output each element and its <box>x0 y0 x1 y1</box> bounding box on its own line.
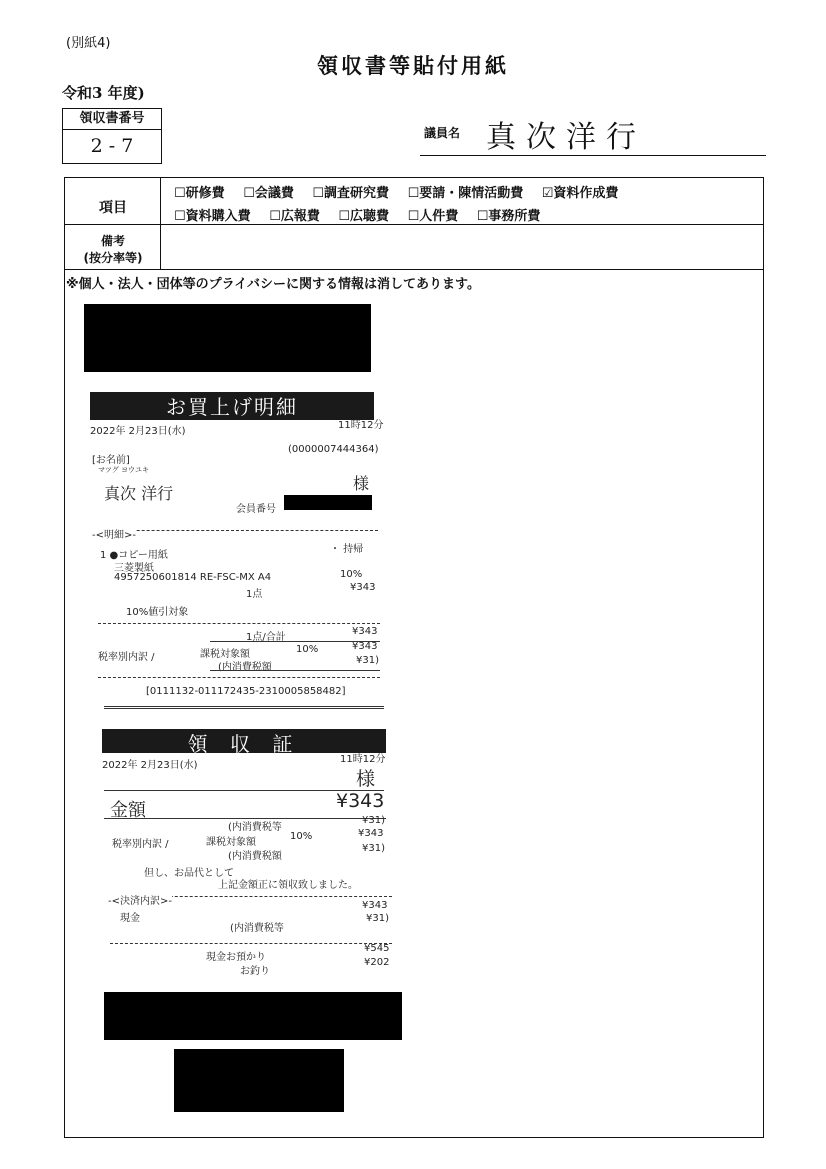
receipt-maker: 三菱製紙 <box>114 563 154 574</box>
receipt-tax-underline <box>210 670 380 671</box>
ryoshu-taxable-label: 課税対象額 <box>206 837 256 848</box>
ryoshu-tax-incl-amount: ¥31) <box>362 815 385 826</box>
receipt-product-code: 4957250601814 RE-FSC-MX A4 <box>114 572 272 583</box>
receipt-kana: マツグ ヨウユキ <box>98 466 149 474</box>
fiscal-year: 令和3 年度) <box>62 84 145 102</box>
redaction-member-number <box>284 495 372 510</box>
category-kaigi: ☐会議費 <box>243 186 294 201</box>
receipt-header-band: お買上げ明細 <box>90 392 374 420</box>
ryoshu-deposit-label: 現金お預かり <box>206 952 266 963</box>
receipt-number-box <box>62 108 162 164</box>
receipt-customer-name: 真次 洋行 <box>104 484 174 503</box>
ryoshu-cash-amount: ¥343 <box>362 900 388 911</box>
ryoshu-settlement-label: -<決済内訳>- <box>108 892 172 907</box>
ryoshu-tax-incl2-amount: ¥31) <box>362 843 385 854</box>
ryoshu-header-band: 領 収 証 <box>102 729 386 753</box>
ryoshu-received: 上記金額正に領収致しました。 <box>218 880 358 891</box>
category-row-2 <box>174 205 554 224</box>
ryoshu-proviso: 但し、お品代として <box>144 868 234 879</box>
receipt-reduced-note: 10%値引対象 <box>126 607 189 618</box>
category-kocho: ☐広聴費 <box>338 209 390 224</box>
member-underline <box>420 155 766 156</box>
ryoshu-tax-breakdown: 税率別内訳 / <box>112 839 169 850</box>
category-jinken: ☐人件費 <box>407 209 459 224</box>
receipt-double-divider <box>104 706 384 709</box>
receipt-total-label: 1点/合計 <box>246 632 286 643</box>
redaction-block-bottom-1 <box>104 992 402 1040</box>
receipt-sama: 様 <box>353 474 370 493</box>
receipt-number-label: 領収書番号 <box>63 109 161 130</box>
ryoshu-tax-incl2-label: (内消費税額 <box>228 851 282 862</box>
receipt-taxable-label: 課税対象額 <box>200 649 250 660</box>
category-label: 項目 <box>99 200 127 216</box>
receipt-name-label: [お名前] <box>92 455 130 466</box>
category-shiryo-sakusei: ☑資料作成費 <box>541 186 619 201</box>
receipt-tax-incl-label: (内消費税額 <box>218 662 272 673</box>
ryoshu-cash-label: 現金 <box>120 913 140 924</box>
label-column-divider <box>160 177 161 269</box>
notes-row-divider <box>64 269 764 270</box>
receipt-date: 2022年 2月23日(水) <box>90 426 186 437</box>
redaction-block-top <box>84 304 371 372</box>
ryoshu-taxable-rate: 10% <box>290 831 313 842</box>
receipt-tax-incl-amount: ¥31) <box>356 655 379 666</box>
receipt-details-label: -<明細>- <box>92 526 136 541</box>
category-shiryo-konyu: ☐資料購入費 <box>174 209 251 224</box>
ryoshu-change-amount: ¥202 <box>364 957 390 968</box>
receipt-item-line: 1 ●コピー用紙 <box>100 550 168 561</box>
member-name-handwritten: 真次洋行 <box>486 120 646 155</box>
ryoshu-tax-incl-label: (内消費税等 <box>228 822 282 833</box>
ryoshu-taxable-amount: ¥343 <box>358 828 384 839</box>
ryoshu-deposit-amount: ¥545 <box>364 943 390 954</box>
member-number-label: 会員番号 <box>236 504 276 515</box>
member-label: 議員名 <box>424 126 461 140</box>
ryoshu-amount-label: 金額 <box>110 800 146 821</box>
category-jimusho: ☐事務所費 <box>476 209 541 224</box>
category-chosa: ☐調査研究費 <box>312 186 390 201</box>
receipt-number-value: 2 - 7 <box>90 135 134 157</box>
receipt-time: 11時12分 <box>338 420 384 431</box>
receipt-qty: 1点 <box>246 589 263 600</box>
ryoshu-change-label: お釣り <box>240 966 270 977</box>
category-row-1 <box>174 182 632 201</box>
category-kenshu: ☐研修費 <box>174 186 225 201</box>
receipt-barcode-ref: [0111132-011172435-2310005858482] <box>146 686 346 697</box>
ryoshu-date: 2022年 2月23日(水) <box>102 760 198 771</box>
redaction-block-bottom-2 <box>174 1049 344 1112</box>
receipt-dashed-divider-3 <box>98 677 380 678</box>
ryoshu-dashed-divider-2 <box>110 943 392 944</box>
ryoshu-amount: ¥343 <box>336 790 385 812</box>
receipt-taxable-amount: ¥343 <box>352 641 378 652</box>
document-title: 領収書等貼付用紙 <box>317 54 509 78</box>
notes-label <box>66 233 160 267</box>
receipt-taxable-rate: 10% <box>296 644 319 655</box>
notes-label-line1: 備考 <box>100 234 125 248</box>
ryoshu-tax3-amount: ¥31) <box>366 913 389 924</box>
receipt-customer-code: (0000007444364) <box>288 444 379 455</box>
ryoshu-tax3-label: (内消費税等 <box>230 923 284 934</box>
receipt-tax-breakdown: 税率別内訳 / <box>98 652 155 663</box>
category-koho: ☐広報費 <box>269 209 320 224</box>
receipt-dashed-divider-2 <box>98 623 380 624</box>
category-yosei: ☐要請・陳情活動費 <box>407 186 524 201</box>
category-row-divider <box>64 224 764 225</box>
ryoshu-time: 11時12分 <box>340 754 386 765</box>
receipt-total: ¥343 <box>352 626 378 637</box>
receipt-takeout: ・ 持帰 <box>330 544 364 555</box>
notes-label-line2: (按分率等) <box>83 251 143 265</box>
receipt-price: ¥343 <box>350 582 376 593</box>
privacy-note: ※個人・法人・団体等のプライバシーに関する情報は消してあります。 <box>66 277 480 292</box>
top-note: (別紙4) <box>66 36 111 51</box>
receipt-tax-rate: 10% <box>340 569 363 580</box>
ryoshu-sama: 様 <box>356 768 376 790</box>
